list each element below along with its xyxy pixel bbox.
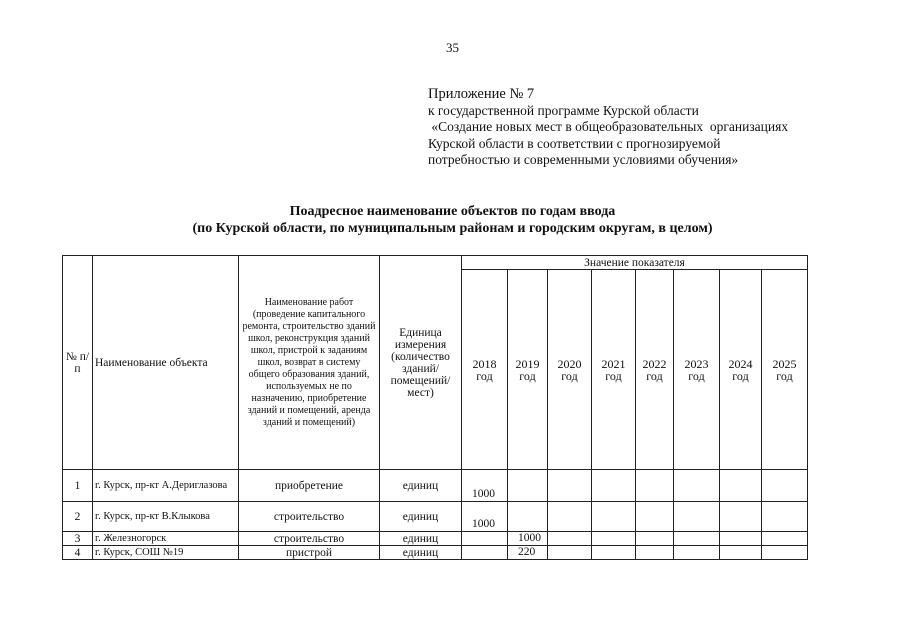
header-year: 2022 год (636, 270, 674, 470)
row-value (720, 532, 762, 546)
title-line-1: Поадресное наименование объектов по годам ввода (289, 204, 616, 219)
header-year: 2018 год (462, 270, 508, 470)
appendix-line: Курской области в соответствии с прогнозируемой (428, 135, 721, 151)
row-object: г. Курск, пр-кт В.Клыкова (93, 502, 239, 532)
row-value (636, 470, 674, 502)
header-year: 2019 год (508, 270, 548, 470)
header-works: Наименование работ (проведение капитального ремонта, строительство зданий школ, реконструкция зданий школ, пристрой к заданиям школ, возврат в систему общего образования зданий, используемых не по назначению, приобретение зданий и помещений, аренда зданий и помещений) (239, 256, 380, 470)
row-value (548, 532, 592, 546)
row-object: г. Железногорск (93, 532, 239, 546)
objects-table (62, 255, 808, 560)
row-value (720, 546, 762, 560)
row-value: 1000 (462, 502, 508, 532)
row-value (462, 532, 508, 546)
row-value (674, 502, 720, 532)
row-unit: единиц (380, 470, 462, 502)
title-line-2: (по Курской области, по муниципальным районам и городским округам, в целом) (192, 221, 713, 236)
row-value (462, 546, 508, 560)
appendix-header (428, 86, 888, 169)
row-num: 3 (63, 532, 93, 546)
row-work: приобретение (239, 470, 380, 502)
header-year: 2021 год (592, 270, 636, 470)
row-value (508, 502, 548, 532)
row-num: 2 (63, 502, 93, 532)
row-value (762, 546, 808, 560)
row-unit: единиц (380, 502, 462, 532)
table-row (63, 502, 808, 532)
row-num: 1 (63, 470, 93, 502)
row-value (762, 532, 808, 546)
row-value (762, 470, 808, 502)
row-value (636, 546, 674, 560)
row-value (674, 546, 720, 560)
row-value (592, 532, 636, 546)
row-work: пристрой (239, 546, 380, 560)
row-object: г. Курск, пр-кт А.Дериглазова (93, 470, 239, 502)
table-row (63, 532, 808, 546)
row-unit: единиц (380, 546, 462, 560)
header-num: № п/п (63, 256, 93, 470)
row-value (548, 470, 592, 502)
table-header-row (63, 256, 808, 270)
row-value (592, 470, 636, 502)
header-object: Наименование объекта (93, 256, 239, 470)
row-value (592, 546, 636, 560)
row-value (720, 502, 762, 532)
row-value: 1000 (508, 532, 548, 546)
header-year: 2020 год (548, 270, 592, 470)
row-work: строительство (239, 532, 380, 546)
row-value (674, 532, 720, 546)
table-row (63, 546, 808, 560)
row-value (762, 502, 808, 532)
row-value (674, 470, 720, 502)
row-value (720, 470, 762, 502)
row-object: г. Курск, СОШ №19 (93, 546, 239, 560)
header-year: 2025 год (762, 270, 808, 470)
header-unit: Единица измерения (количество зданий/ помещений/ мест) (380, 256, 462, 470)
header-indicator-group: Значение показателя (462, 256, 808, 270)
row-value (636, 532, 674, 546)
row-value: 1000 (462, 470, 508, 502)
table-row (63, 470, 808, 502)
appendix-line: потребностью и современными условиями обучения» (428, 152, 739, 167)
row-work: строительство (239, 502, 380, 532)
row-value (636, 502, 674, 532)
row-num: 4 (63, 546, 93, 560)
appendix-line: к государственной программе Курской области (428, 102, 699, 118)
row-value (548, 546, 592, 560)
header-year: 2023 год (674, 270, 720, 470)
appendix-line: «Создание новых мест в общеобразовательных организациях (428, 119, 789, 134)
document-title (0, 203, 905, 237)
row-value: 220 (508, 546, 548, 560)
row-value (548, 502, 592, 532)
row-value (508, 470, 548, 502)
header-year: 2024 год (720, 270, 762, 470)
page-number: 35 (446, 40, 459, 55)
row-value (592, 502, 636, 532)
appendix-title: Приложение № 7 (428, 86, 535, 102)
row-unit: единиц (380, 532, 462, 546)
